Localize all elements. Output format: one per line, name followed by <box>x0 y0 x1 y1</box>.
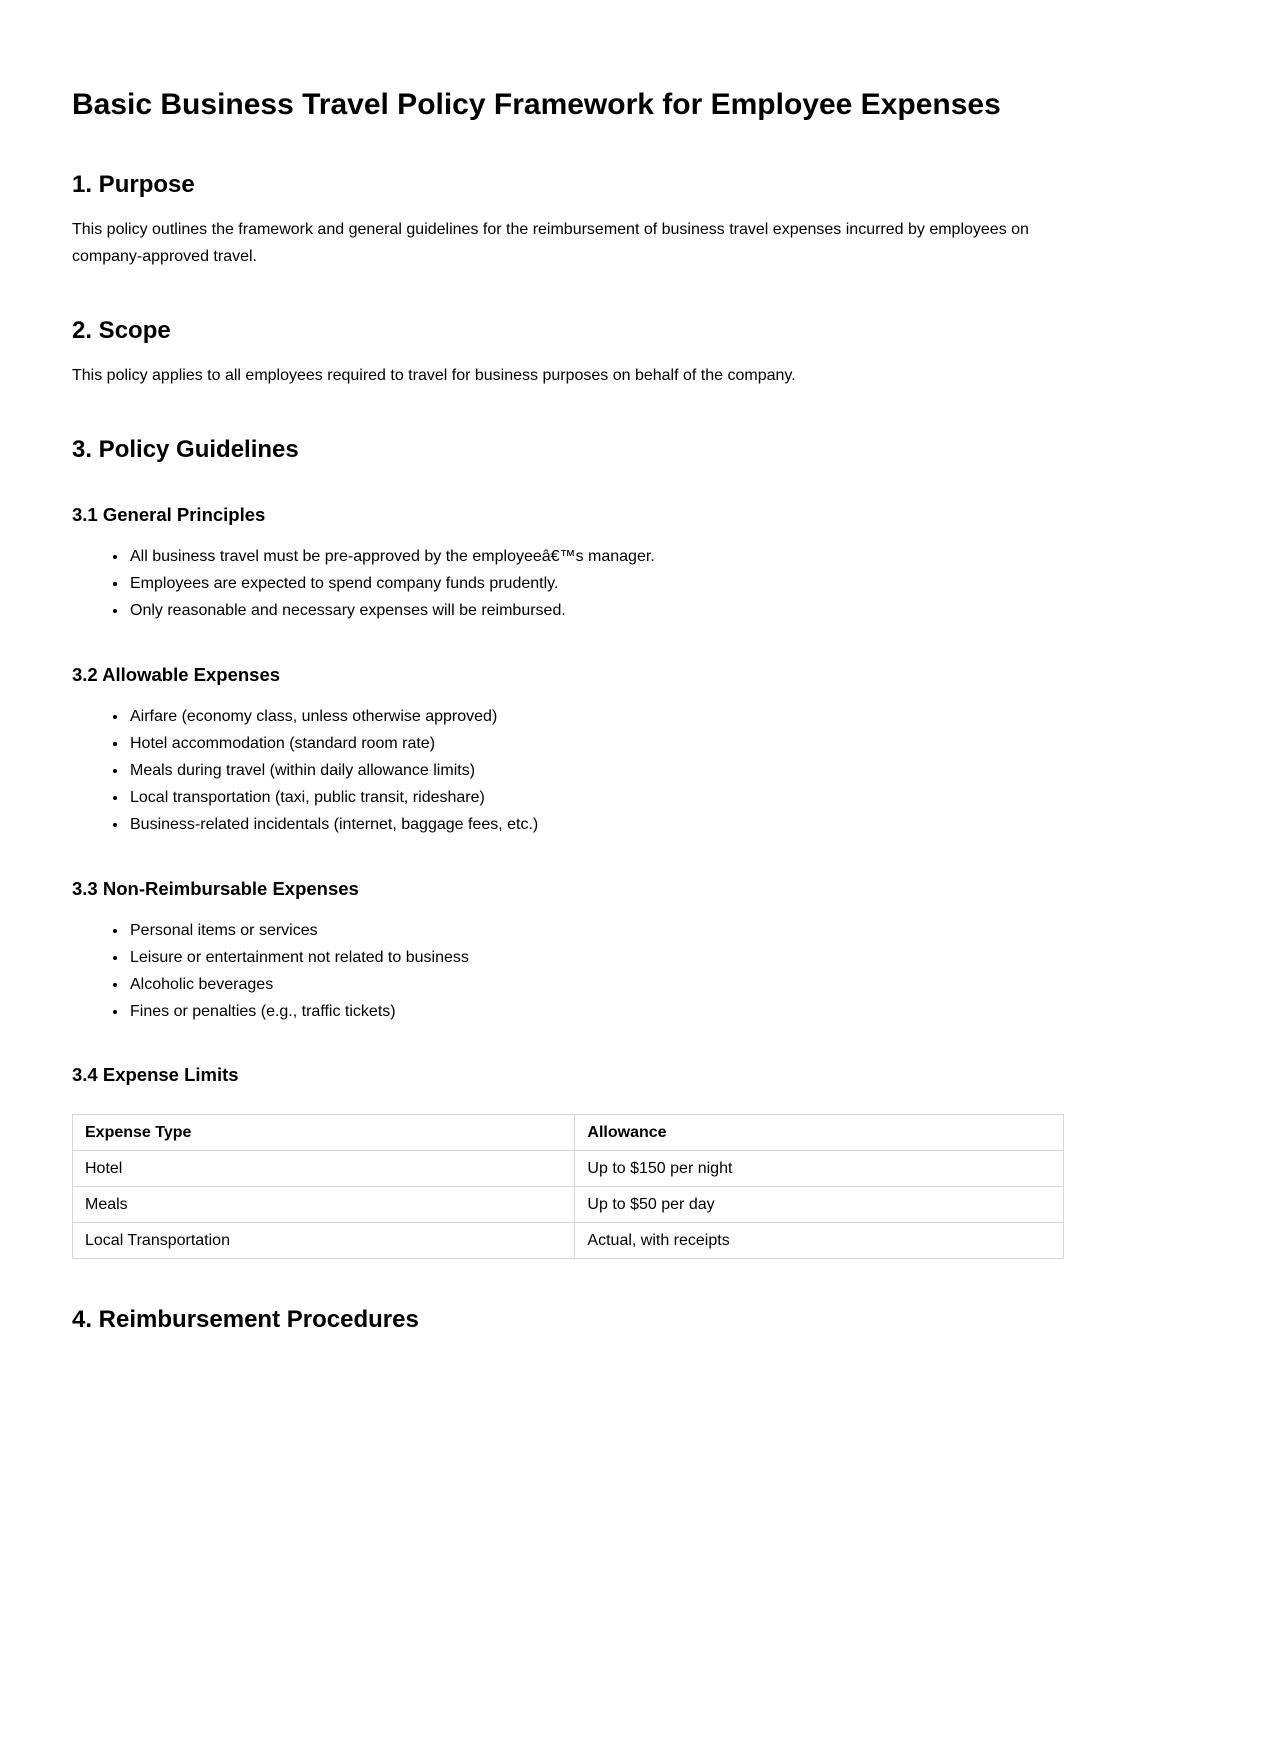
table-cell-expense-type: Meals <box>73 1186 575 1222</box>
list-item: • Business-related incidentals (internet, baggage fees, etc.) <box>128 811 1064 838</box>
table-header-allowance: Allowance <box>575 1114 1064 1150</box>
expense-limits-table <box>72 1114 1064 1260</box>
table-row <box>73 1223 1064 1259</box>
table-cell-allowance: Up to $150 per night <box>575 1150 1064 1186</box>
heading-nonreimbursable-expenses: 3.3 Non-Reimbursable Expenses <box>72 877 359 899</box>
heading-allowable-expenses: 3.2 Allowable Expenses <box>72 663 281 685</box>
table-cell-allowance: Up to $50 per day <box>575 1186 1064 1222</box>
nonreimbursable-expenses-list <box>72 917 1064 1026</box>
allowable-expenses-list <box>72 703 1064 839</box>
list-item: • Alcoholic beverages <box>128 971 1064 998</box>
document-title: Basic Business Travel Policy Framework for Employee Expenses <box>72 88 1001 121</box>
table-cell-allowance: Actual, with receipts <box>575 1223 1064 1259</box>
heading-reimbursement-procedures: 4. Reimbursement Procedures <box>72 1306 419 1334</box>
heading-general-principles: 3.1 General Principles <box>72 504 266 526</box>
heading-policy-guidelines: 3. Policy Guidelines <box>72 436 299 464</box>
paragraph-purpose: This policy outlines the framework and general guidelines for the reimbursement of business travel expenses incurred by employees on company-approved travel. <box>72 220 1029 265</box>
table-row <box>73 1150 1064 1186</box>
list-item: • Personal items or services <box>128 917 1064 944</box>
list-item: • Fines or penalties (e.g., traffic tickets) <box>128 998 1064 1025</box>
table-cell-expense-type: Local Transportation <box>73 1223 575 1259</box>
list-item: • All business travel must be pre-approved by the employeeâ€™s manager. <box>128 543 1064 570</box>
general-principles-list <box>72 543 1064 625</box>
list-item: • Airfare (economy class, unless otherwise approved) <box>128 703 1064 730</box>
heading-purpose: 1. Purpose <box>72 170 195 198</box>
table-header-row <box>73 1114 1064 1150</box>
list-item: • Hotel accommodation (standard room rate) <box>128 730 1064 757</box>
list-item: • Meals during travel (within daily allowance limits) <box>128 757 1064 784</box>
list-item: • Leisure or entertainment not related to business <box>128 944 1064 971</box>
list-item: • Only reasonable and necessary expenses will be reimbursed. <box>128 597 1064 624</box>
paragraph-scope: This policy applies to all employees required to travel for business purposes on behalf of the company. <box>72 366 796 384</box>
heading-expense-limits: 3.4 Expense Limits <box>72 1064 239 1086</box>
table-header-expense-type: Expense Type <box>73 1114 575 1150</box>
list-item: • Employees are expected to spend company funds prudently. <box>128 570 1064 597</box>
table-cell-expense-type: Hotel <box>73 1150 575 1186</box>
list-item: • Local transportation (taxi, public transit, rideshare) <box>128 784 1064 811</box>
heading-scope: 2. Scope <box>72 316 171 344</box>
table-row <box>73 1186 1064 1222</box>
